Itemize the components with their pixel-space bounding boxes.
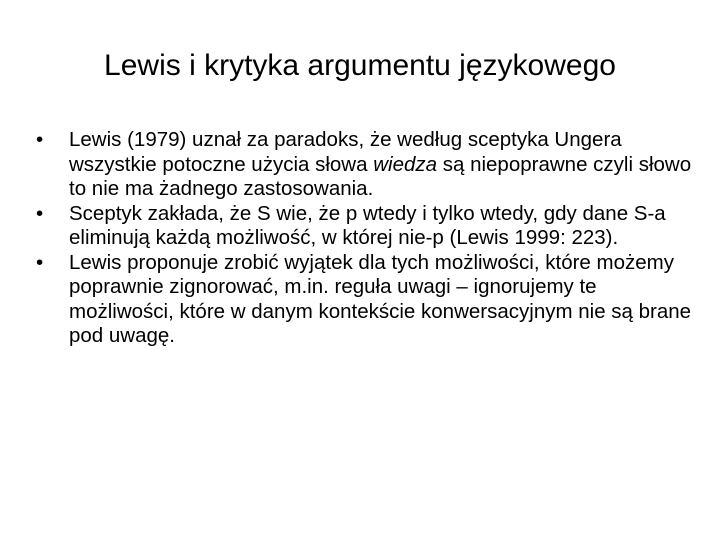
bullet-text-1 [69,128,691,200]
bullet-text-3: Lewis proponuje zrobić wyjątek dla tych możliwości, które możemy poprawnie zignorować, m.in. reguła uwagi – ignorujemy te możliwości, które w danym kontekście konwersacyjnym nie są brane pod uwagę. [69,250,692,347]
bullet-marker: • [36,250,44,274]
bullet-marker: • [36,201,44,225]
bullet-item-2 [36,202,696,251]
bullet-marker: • [36,128,44,151]
bullet-text-1-before: Lewis (1979) uznał za paradoks, że według sceptyka Ungera wszystkie potoczne użycia słowa [69,128,622,176]
bullet-list [36,128,696,349]
bullet-item-3 [36,251,696,349]
bullet-text-2: Sceptyk zakłada, że S wie, że p wtedy i tylko wtedy, gdy dane S-a eliminują każdą możliwość, w której nie-p (Lewis 1999: 223). [69,201,666,249]
bullet-text-1-emphasis: wiedza [373,152,438,176]
slide-title: Lewis i krytyka argumentu językowego [104,49,616,82]
bullet-text-1-after: są niepoprawne czyli słowo to nie ma żadnego zastosowania. [69,152,692,200]
bullet-item-1 [36,128,696,202]
